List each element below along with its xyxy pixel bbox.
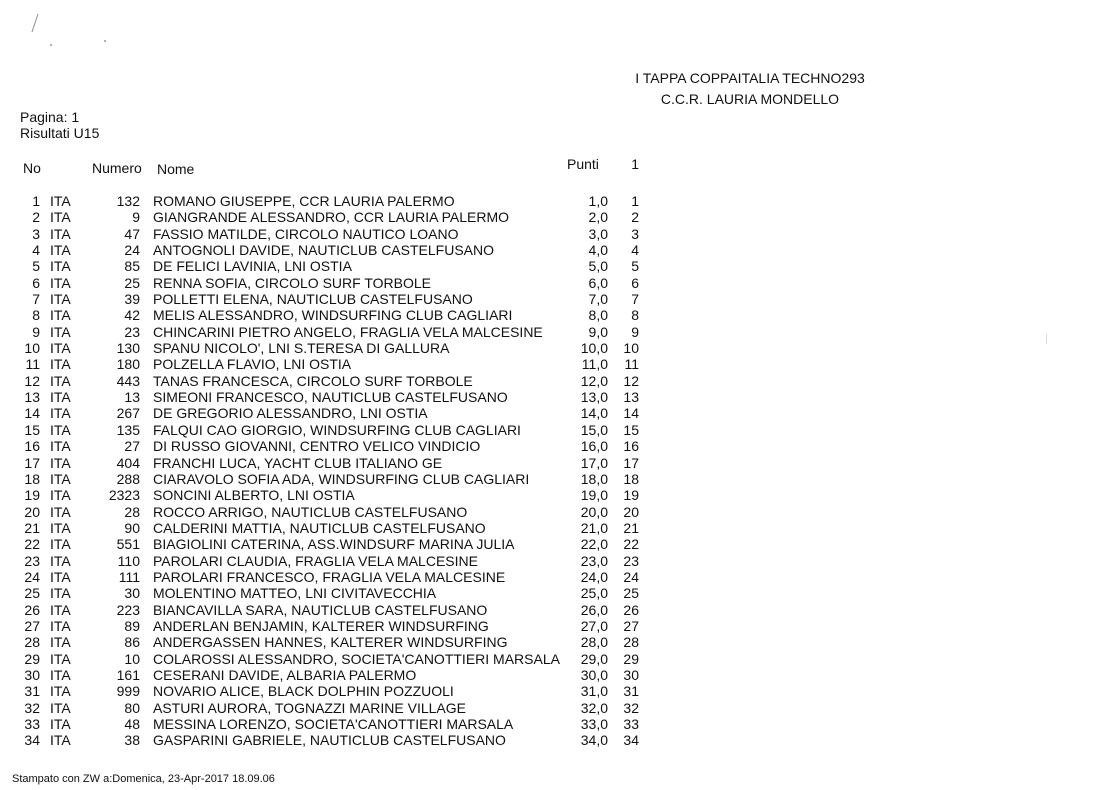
sail-number-cell: 267 — [116, 405, 140, 422]
points-cell: 32,0 — [580, 699, 608, 716]
nation-cell: ITA — [50, 716, 71, 732]
table-row — [20, 667, 650, 683]
sail-number-cell: 10 — [124, 650, 140, 667]
sail-number-cell: 47 — [124, 225, 140, 242]
race-1-cell: 11 — [624, 356, 639, 373]
sail-number-cell: 13 — [124, 389, 140, 406]
nation-cell: ITA — [50, 438, 71, 455]
sailor-name-cell: NOVARIO ALICE, BLACK DOLPHIN POZZUOLI — [153, 683, 454, 700]
sailor-name-cell: BIANCAVILLA SARA, NAUTICLUB CASTELFUSANO — [153, 601, 488, 618]
table-row — [20, 569, 650, 585]
sail-number-cell: 180 — [116, 356, 140, 373]
nation-cell: ITA — [50, 634, 71, 651]
race-1-cell: 28 — [623, 634, 639, 651]
nation-cell: ITA — [50, 258, 71, 275]
race-1-cell: 3 — [631, 225, 639, 242]
table-row — [20, 405, 650, 421]
rank-cell: 7 — [32, 291, 40, 308]
sailor-name-cell: PAROLARI CLAUDIA, FRAGLIA VELA MALCESINE — [153, 552, 478, 569]
sailor-name-cell: GIANGRANDE ALESSANDRO, CCR LAURIA PALERMO — [153, 209, 510, 226]
nation-cell: ITA — [50, 470, 71, 487]
sailor-name-cell: CHINCARINI PIETRO ANGELO, FRAGLIA VELA MALCESINE — [153, 323, 543, 340]
rank-cell: 20 — [24, 503, 40, 520]
points-cell: 29,0 — [580, 650, 608, 667]
sail-number-cell: 443 — [116, 372, 140, 389]
sail-number-cell: 2323 — [108, 487, 140, 504]
points-cell: 26,0 — [580, 601, 608, 618]
sail-number-cell: 223 — [116, 601, 140, 618]
points-cell: 23,0 — [580, 552, 608, 569]
points-cell: 8,0 — [588, 307, 608, 324]
sailor-name-cell: TANAS FRANCESCA, CIRCOLO SURF TORBOLE — [153, 372, 473, 389]
race-1-cell: 10 — [623, 340, 639, 357]
sail-number-cell: 30 — [124, 585, 140, 602]
rank-cell: 34 — [24, 732, 40, 749]
nation-cell: ITA — [50, 389, 71, 406]
sailor-name-cell: ANTOGNOLI DAVIDE, NAUTICLUB CASTELFUSANO — [153, 242, 494, 259]
nation-cell: ITA — [50, 699, 71, 716]
nation-cell: ITA — [50, 732, 71, 749]
sailor-name-cell: RENNA SOFIA, CIRCOLO SURF TORBOLE — [153, 274, 431, 291]
race-1-cell: 7 — [631, 291, 639, 308]
results-table — [20, 157, 650, 749]
points-cell: 5,0 — [588, 258, 608, 275]
table-row — [20, 520, 650, 536]
sail-number-cell: 132 — [116, 193, 140, 209]
points-cell: 2,0 — [588, 209, 608, 226]
scan-dot — [104, 40, 106, 42]
table-row — [20, 373, 650, 389]
sail-number-cell: 25 — [124, 274, 140, 291]
nation-cell: ITA — [50, 454, 71, 471]
table-row — [20, 602, 650, 618]
table-row — [20, 258, 650, 274]
scan-mark — [1046, 334, 1047, 344]
table-row — [20, 651, 650, 667]
header-no: No — [23, 160, 41, 176]
table-body — [20, 193, 650, 749]
header-numero: Numero — [92, 160, 142, 176]
rank-cell: 27 — [24, 617, 40, 634]
table-row — [20, 389, 650, 405]
table-row — [20, 324, 650, 340]
race-1-cell: 6 — [631, 274, 639, 291]
race-1-cell: 15 — [623, 421, 639, 438]
race-1-cell: 34 — [623, 732, 639, 749]
nation-cell: ITA — [50, 617, 71, 634]
points-cell: 9,0 — [588, 323, 608, 340]
rank-cell: 15 — [24, 421, 40, 438]
rank-cell: 25 — [24, 585, 40, 602]
race-1-cell: 22 — [623, 536, 639, 553]
points-cell: 11,0 — [581, 356, 608, 373]
points-cell: 34,0 — [580, 732, 608, 749]
print-footer: Stampato con ZW a:Domenica, 23-Apr-2017 18.09.06 — [12, 773, 275, 785]
table-row — [20, 471, 650, 487]
rank-cell: 31 — [24, 683, 40, 700]
sail-number-cell: 288 — [116, 470, 140, 487]
points-cell: 24,0 — [580, 568, 608, 585]
points-cell: 16,0 — [580, 438, 608, 455]
points-cell: 21,0 — [580, 519, 608, 536]
points-cell: 4,0 — [588, 242, 608, 259]
nation-cell: ITA — [50, 209, 71, 226]
table-row — [20, 307, 650, 323]
scan-mark — [28, 12, 42, 34]
race-1-cell: 21 — [623, 519, 639, 536]
rank-cell: 28 — [24, 634, 40, 651]
nation-cell: ITA — [50, 568, 71, 585]
sailor-name-cell: DI RUSSO GIOVANNI, CENTRO VELICO VINDICIO — [153, 438, 481, 455]
sailor-name-cell: SONCINI ALBERTO, LNI OSTIA — [153, 487, 355, 504]
rank-cell: 18 — [24, 470, 40, 487]
sailor-name-cell: BIAGIOLINI CATERINA, ASS.WINDSURF MARINA JULIA — [153, 536, 515, 553]
points-cell: 22,0 — [580, 536, 608, 553]
sail-number-cell: 110 — [117, 552, 140, 569]
sail-number-cell: 85 — [124, 258, 140, 275]
rank-cell: 14 — [24, 405, 40, 422]
rank-cell: 32 — [24, 699, 40, 716]
sail-number-cell: 23 — [124, 323, 140, 340]
sail-number-cell: 39 — [124, 291, 140, 308]
race-1-cell: 26 — [623, 601, 639, 618]
sail-number-cell: 86 — [124, 634, 140, 651]
nation-cell: ITA — [50, 193, 71, 209]
points-cell: 7,0 — [588, 291, 608, 308]
rank-cell: 4 — [32, 242, 40, 259]
table-row — [20, 209, 650, 225]
sail-number-cell: 111 — [118, 568, 140, 585]
sailor-name-cell: MESSINA LORENZO, SOCIETA'CANOTTIERI MARSALA — [153, 716, 514, 732]
sail-number-cell: 130 — [116, 340, 140, 357]
nation-cell: ITA — [50, 552, 71, 569]
points-cell: 3,0 — [588, 225, 608, 242]
rank-cell: 9 — [32, 323, 40, 340]
sailor-name-cell: CESERANI DAVIDE, ALBARIA PALERMO — [153, 666, 417, 683]
points-cell: 27,0 — [580, 617, 608, 634]
nation-cell: ITA — [50, 503, 71, 520]
race-1-cell: 1 — [631, 193, 639, 209]
sailor-name-cell: SPANU NICOLO', LNI S.TERESA DI GALLURA — [153, 340, 450, 357]
race-1-cell: 33 — [623, 716, 639, 732]
race-1-cell: 14 — [623, 405, 639, 422]
rank-cell: 11 — [25, 356, 40, 373]
scan-dot — [50, 44, 52, 46]
table-row — [20, 716, 650, 732]
header-punti: Punti — [567, 156, 599, 172]
points-cell: 19,0 — [580, 487, 608, 504]
points-cell: 25,0 — [580, 585, 608, 602]
table-row — [20, 487, 650, 503]
rank-cell: 23 — [24, 552, 40, 569]
race-1-cell: 13 — [623, 389, 639, 406]
event-title — [540, 68, 960, 110]
page-info — [20, 109, 99, 141]
nation-cell: ITA — [50, 242, 71, 259]
sail-number-cell: 90 — [124, 519, 140, 536]
table-row — [20, 242, 650, 258]
race-1-cell: 12 — [623, 372, 639, 389]
rank-cell: 22 — [24, 536, 40, 553]
table-row — [20, 193, 650, 209]
event-name: I TAPPA COPPAITALIA TECHNO293 — [635, 70, 865, 86]
sail-number-cell: 24 — [124, 242, 140, 259]
sail-number-cell: 48 — [124, 716, 140, 732]
sail-number-cell: 999 — [116, 683, 140, 700]
nation-cell: ITA — [50, 487, 71, 504]
race-1-cell: 32 — [623, 699, 639, 716]
sailor-name-cell: POLLETTI ELENA, NAUTICLUB CASTELFUSANO — [153, 291, 473, 308]
points-cell: 12,0 — [580, 372, 608, 389]
sailor-name-cell: ASTURI AURORA, TOGNAZZI MARINE VILLAGE — [153, 699, 466, 716]
sailor-name-cell: DE FELICI LAVINIA, LNI OSTIA — [153, 258, 352, 275]
race-1-cell: 8 — [631, 307, 639, 324]
nation-cell: ITA — [50, 307, 71, 324]
sailor-name-cell: POLZELLA FLAVIO, LNI OSTIA — [153, 356, 352, 373]
sailor-name-cell: COLAROSSI ALESSANDRO, SOCIETA'CANOTTIERI MARSALA — [153, 650, 560, 667]
points-cell: 30,0 — [580, 666, 608, 683]
sailor-name-cell: FALQUI CAO GIORGIO, WINDSURFING CLUB CAGLIARI — [153, 421, 521, 438]
sailor-name-cell: FASSIO MATILDE, CIRCOLO NAUTICO LOANO — [153, 225, 459, 242]
rank-cell: 30 — [24, 666, 40, 683]
header-nome: Nome — [157, 161, 195, 177]
rank-cell: 24 — [24, 568, 40, 585]
points-cell: 10,0 — [580, 340, 608, 357]
race-1-cell: 29 — [623, 650, 639, 667]
sailor-name-cell: ANDERGASSEN HANNES, KALTERER WINDSURFING — [153, 634, 508, 651]
nation-cell: ITA — [50, 225, 71, 242]
sailor-name-cell: GASPARINI GABRIELE, NAUTICLUB CASTELFUSANO — [153, 732, 506, 749]
rank-cell: 2 — [32, 209, 40, 226]
points-cell: 15,0 — [580, 421, 608, 438]
race-1-cell: 17 — [623, 454, 639, 471]
race-1-cell: 5 — [631, 258, 639, 275]
rank-cell: 26 — [24, 601, 40, 618]
rank-cell: 33 — [24, 716, 40, 732]
header-race-1: 1 — [631, 156, 639, 172]
points-cell: 17,0 — [580, 454, 608, 471]
rank-cell: 12 — [24, 372, 40, 389]
table-row — [20, 226, 650, 242]
nation-cell: ITA — [50, 683, 71, 700]
sailor-name-cell: MELIS ALESSANDRO, WINDSURFING CLUB CAGLIARI — [153, 307, 513, 324]
table-row — [20, 438, 650, 454]
race-1-cell: 24 — [623, 568, 639, 585]
rank-cell: 6 — [32, 274, 40, 291]
race-1-cell: 27 — [623, 617, 639, 634]
table-row — [20, 504, 650, 520]
table-row — [20, 585, 650, 601]
rank-cell: 8 — [32, 307, 40, 324]
race-1-cell: 2 — [631, 209, 639, 226]
sailor-name-cell: SIMEONI FRANCESCO, NAUTICLUB CASTELFUSANO — [153, 389, 508, 406]
points-cell: 14,0 — [580, 405, 608, 422]
sailor-name-cell: MOLENTINO MATTEO, LNI CIVITAVECCHIA — [153, 585, 437, 602]
sailor-name-cell: ANDERLAN BENJAMIN, KALTERER WINDSURFING — [153, 617, 489, 634]
points-cell: 28,0 — [580, 634, 608, 651]
race-1-cell: 4 — [631, 242, 639, 259]
sail-number-cell: 161 — [116, 666, 140, 683]
sail-number-cell: 42 — [124, 307, 140, 324]
table-row — [20, 340, 650, 356]
results-category: Risultati U15 — [20, 125, 100, 141]
nation-cell: ITA — [50, 650, 71, 667]
sailor-name-cell: DE GREGORIO ALESSANDRO, LNI OSTIA — [153, 405, 428, 422]
sail-number-cell: 80 — [124, 699, 140, 716]
sail-number-cell: 38 — [124, 732, 140, 749]
rank-cell: 17 — [24, 454, 40, 471]
race-1-cell: 19 — [623, 487, 639, 504]
race-1-cell: 23 — [623, 552, 639, 569]
points-cell: 1,0 — [588, 193, 608, 209]
rank-cell: 16 — [24, 438, 40, 455]
race-1-cell: 31 — [623, 683, 639, 700]
event-venue: C.C.R. LAURIA MONDELLO — [660, 91, 840, 107]
nation-cell: ITA — [50, 519, 71, 536]
sail-number-cell: 28 — [124, 503, 140, 520]
nation-cell: ITA — [50, 372, 71, 389]
nation-cell: ITA — [50, 291, 71, 308]
sail-number-cell: 89 — [124, 617, 140, 634]
sailor-name-cell: PAROLARI FRANCESCO, FRAGLIA VELA MALCESINE — [153, 568, 506, 585]
rank-cell: 19 — [24, 487, 40, 504]
race-1-cell: 25 — [623, 585, 639, 602]
rank-cell: 13 — [24, 389, 40, 406]
sailor-name-cell: CIARAVOLO SOFIA ADA, WINDSURFING CLUB CAGLIARI — [153, 470, 530, 487]
table-row — [20, 700, 650, 716]
rank-cell: 29 — [24, 650, 40, 667]
table-header — [20, 157, 650, 179]
table-row — [20, 536, 650, 552]
table-row — [20, 356, 650, 372]
race-1-cell: 9 — [631, 323, 639, 340]
table-row — [20, 275, 650, 291]
rank-cell: 10 — [24, 340, 40, 357]
page-number: Pagina: 1 — [20, 109, 80, 125]
sailor-name-cell: ROCCO ARRIGO, NAUTICLUB CASTELFUSANO — [153, 503, 468, 520]
nation-cell: ITA — [50, 323, 71, 340]
nation-cell: ITA — [50, 340, 71, 357]
rank-cell: 5 — [32, 258, 40, 275]
race-1-cell: 20 — [623, 503, 639, 520]
points-cell: 6,0 — [588, 274, 608, 291]
rank-cell: 21 — [24, 519, 40, 536]
points-cell: 13,0 — [580, 389, 608, 406]
nation-cell: ITA — [50, 666, 71, 683]
rank-cell: 1 — [32, 193, 40, 209]
nation-cell: ITA — [50, 536, 71, 553]
points-cell: 33,0 — [580, 716, 608, 732]
rank-cell: 3 — [32, 225, 40, 242]
table-row — [20, 422, 650, 438]
table-row — [20, 455, 650, 471]
table-row — [20, 618, 650, 634]
points-cell: 20,0 — [580, 503, 608, 520]
race-1-cell: 16 — [623, 438, 639, 455]
sail-number-cell: 404 — [116, 454, 140, 471]
race-1-cell: 30 — [623, 666, 639, 683]
sail-number-cell: 551 — [116, 536, 140, 553]
table-row — [20, 291, 650, 307]
sailor-name-cell: FRANCHI LUCA, YACHT CLUB ITALIANO GE — [153, 454, 443, 471]
table-row — [20, 732, 650, 748]
nation-cell: ITA — [50, 601, 71, 618]
table-row — [20, 553, 650, 569]
sailor-name-cell: ROMANO GIUSEPPE, CCR LAURIA PALERMO — [153, 193, 455, 209]
nation-cell: ITA — [50, 405, 71, 422]
points-cell: 18,0 — [580, 470, 608, 487]
race-1-cell: 18 — [623, 470, 639, 487]
nation-cell: ITA — [50, 356, 71, 373]
nation-cell: ITA — [50, 421, 71, 438]
nation-cell: ITA — [50, 274, 71, 291]
sail-number-cell: 135 — [116, 421, 140, 438]
points-cell: 31,0 — [580, 683, 608, 700]
table-row — [20, 683, 650, 699]
table-row — [20, 634, 650, 650]
sail-number-cell: 9 — [132, 209, 140, 226]
sailor-name-cell: CALDERINI MATTIA, NAUTICLUB CASTELFUSANO — [153, 519, 486, 536]
nation-cell: ITA — [50, 585, 71, 602]
sail-number-cell: 27 — [124, 438, 140, 455]
